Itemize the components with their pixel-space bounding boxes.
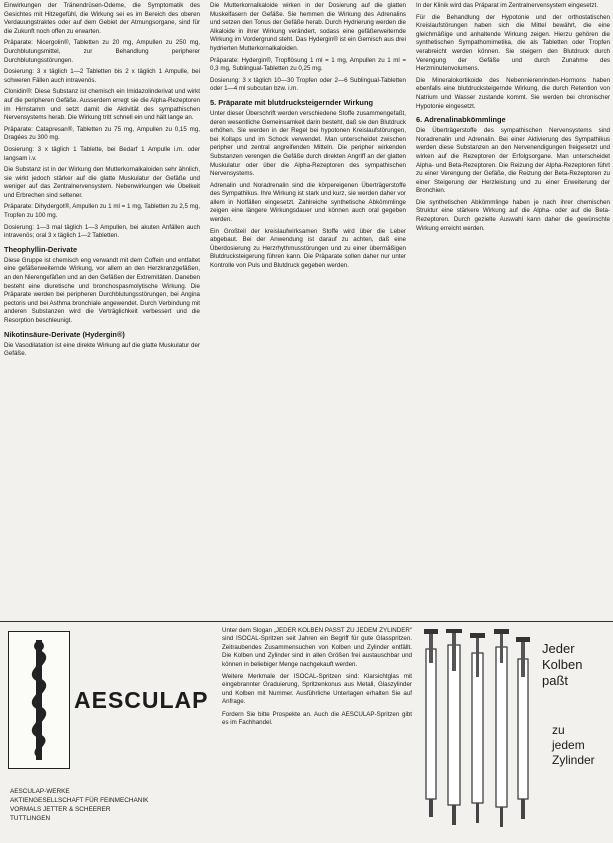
paragraph: Fordern Sie bitte Prospekte an. Auch die AESCULAP-Spritzen gibt es im Fachhandel. [222, 710, 412, 727]
paragraph: Präparate: Dihydergot®, Ampullen zu 1 ml = 1 mg, Tabletten zu 2,5 mg, Tropfen zu 100 mg. [4, 203, 200, 220]
paragraph: Diese Gruppe ist chemisch eng verwandt mit dem Coffein und entfaltet eine gefäßerweiternde Wirkung, vor allem an den Herzkranzgefäßen, an den Nierengefäßen und an den Gefäßen der Extremitäten. Daneben besteht eine diuretische und bronchospasmolytische Wirkung. Die Präparate werden bei peripheren Durchblutungsstörungen, bei Angina pectoris und bei Asthma bronchiale angewendet. Durch Verbindung mit anderen Substanzen wird die Verträglichkeit verbessert und die Resorption beschleunigt. [4, 256, 200, 324]
paragraph: Einwirkungen der Tränendrüsen-Ödeme, die Symptomatik des Gesichtes mit Hitzegefühl, die Wirkung sei es im Bereich des oberen Verdauungstraktes oder auf dem Gebiet der Atmungsorgane, sind für die Zukunft noch offen zu erwarten. [4, 2, 200, 35]
paragraph: In der Klinik wird das Präparat im Zentralnervensystem eingesetzt. [416, 2, 598, 9]
address-line: TUTTLINGEN [10, 815, 51, 822]
article-column-2 [210, 2, 406, 618]
slogan-line: Kolben [542, 657, 583, 672]
paragraph: Die Mineralokortikoide des Nebennierenrinden-Hormons haben ebenfalls eine blutdrucksteigernde Wirkung, die durch Retention von Natrium und Wasser zustande kommt. Sie werden bei chronischer Hypotonie eingesetzt. [416, 76, 610, 110]
syringes-illustration [418, 629, 538, 839]
paragraph: Für die Behandlung der Hypotonie und der orthostatischen Kreislaufstörungen haben sich die Mittel bewährt, die eine gleichmäßige und anhaltende Wirkung zeigen. Hierzu gehören die synthetischen Sympathomimetika, die als Tabletten oder Tropfen verabreicht werden können. Sie steigern den Blutdruck durch Verengung der Gefäße und durch Zunahme des Herzminutenvolumens. [416, 13, 610, 73]
paragraph: Die synthetischen Abkömmlinge haben je nach ihrer chemischen Struktur eine stärkere Wirkung auf die Alpha- oder auf die Beta-Rezeptoren. Durch gezielte Auswahl kann daher die gewünschte Wirkung erreicht werden. [416, 198, 610, 232]
aesculap-ad [4, 627, 212, 841]
syringe-icon [516, 637, 530, 819]
paragraph: Präparate: Catapresan®, Tabletten zu 75 mg, Ampullen zu 0,15 mg, Dragées zu 300 mg. [4, 125, 200, 142]
staff-of-asclepius-icon [9, 632, 69, 768]
slogan-line: jedem [552, 738, 585, 752]
paragraph: Clonidin®: Diese Substanz ist chemisch ein Imidazolinderivat und wirkt auf die peripheren Gefäße. Ausserdem erregt sie die Alpha-Rezeptoren im Hirnstamm und setzt damit die Aktivität des sympathischen Nervensystems herab. Die Wirkung tritt schnell ein und hält lange an. [4, 88, 200, 122]
paragraph: Weitere Merkmale der ISOCAL-Spritzen sind: Klarsichtglas mit eingebrannter Graduierung, Spritzenkonus aus Metall, Glaszylinder und Kolben mit Nummer. Ausführliche Unterlagen erhalten Sie auf Anfrage. [222, 673, 412, 706]
paragraph: Die Mutterkornalkaloide wirken in der Dosierung auf die glatten Muskelfasern der Gefäße. Sie hemmen die Wirkung des Adrenalins und setzen den Tonus der Gefäße herab. Durch Hydrierung werden die Alkaloide in ihrer Wirkung verändert, sodass eine gefäßerweiternde Wirkung im Vordergrund steht. Das Hydergin® ist ein Gemisch aus drei hydrierten Mutterkornalkaloiden. [210, 2, 406, 52]
paragraph: Die Vasodilatation ist eine direkte Wirkung auf die glatte Muskulatur der Gefäße. [4, 341, 200, 358]
paragraph: Dosierung: 1—3 mal täglich 1—3 Ampullen, bei akuten Anfällen auch intravenös; oral 3 x täglich 1—2 Tabletten. [4, 223, 200, 240]
paragraph: Dosierung: 3 x täglich 1—2 Tabletten bis 2 x täglich 1 Ampulle, bei schweren Fällen auch intravenös. [4, 68, 200, 84]
article-column-1 [4, 2, 200, 618]
paragraph: Adrenalin und Noradrenalin sind die körpereigenen Überträgerstoffe des Sympathikus. Ihre Wirkung ist stark und kurz, sie werden daher vor allem in Notfällen eingesetzt. Zahlreiche synthetische Abkömmlinge zeigen eine längere Wirkungsdauer und können auch oral gegeben werden. [210, 181, 406, 224]
syringe-icon [424, 629, 438, 817]
paragraph: Die Überträgerstoffe des sympathischen Nervensystems sind Noradrenalin und Adrenalin. Bei einer Aktivierung des Sympathikus werden diese Substanzen an den Nervenendigungen freigesetzt und wirken auf die Rezeptoren der Erfolgsorgane. Man unterscheidet Alpha- und Beta-Rezeptoren. Die Reizung der Alpha-Rezeptoren führt zu einer Verengung der Gefäße, die Reizung der Beta-Rezeptoren zu einer Steigerung der Herzleistung und zu einer Erweiterung der Bronchien. [416, 127, 610, 195]
slogan-top [542, 641, 582, 689]
slogan-line: Jeder [542, 641, 575, 656]
paragraph: Präparate: Nicergolin®, Tabletten zu 20 mg, Ampullen zu 250 mg, Durchblutungsmittel, zur Behandlung peripherer Durchblutungsstörungen. [4, 39, 200, 64]
paragraph: Präparate: Hydergin®, Tropflösung 1 ml = 1 mg, Ampullen zu 1 ml = 0,3 mg, Sublingual-Tabletten zu 0,25 mg. [210, 56, 406, 73]
section-heading: Nikotinsäure-Derivate (Hydergin®) [4, 329, 125, 339]
company-address [10, 787, 148, 823]
article-column-3 [416, 2, 610, 618]
paragraph: Unter dem Slogan „JEDER KOLBEN PASST ZU JEDEM ZYLINDER" sind ISOCAL-Spritzen seit Jahren ein Begriff für gute Glasspritzen. Zeitraubendes Zusammensuchen von Kolben und Zylinder entfällt. Die Kolben und Zylinder sind in allen Größen frei austauschbar und können in beliebiger Menge nachgekauft werden. [222, 627, 412, 668]
syringe-icon [446, 629, 462, 825]
paragraph: Ein Großteil der kreislaufwirksamen Stoffe wird über die Leber abgebaut. Bei der Anwendung ist darauf zu achten, daß eine Überdosierung zu Herzrhythmusstörungen und zu einer übermäßigen Blutdrucksteigerung führen kann. Die Präparate sollen daher nur unter Kontrolle von Puls und Blutdruck gegeben werden. [210, 227, 406, 270]
slogan-line: Zylinder [552, 753, 595, 767]
section-heading: Theophyllin-Derivate [4, 244, 78, 254]
brand-name: AESCULAP [74, 687, 209, 713]
slogan-line: paßt [542, 673, 569, 688]
paragraph: Die Substanz ist in der Wirkung den Mutterkornalkaloiden sehr ähnlich, sie wirkt jedoch stärker auf die glatte Muskulatur der Gefäße und weniger auf das Zentralnervensystem. Nebenwirkungen wie Übelkeit und Erbrechen sind seltener. [4, 166, 200, 199]
syringe-ad-text [222, 627, 412, 841]
aesculap-logo [8, 631, 70, 769]
paragraph: Unter dieser Überschrift werden verschiedene Stoffe zusammengefaßt, deren wesentliche Gemeinsamkeit darin besteht, daß sie den Blutdruck erhöhen. Sie werden in der Regel bei hypotonen Kreislaufstörungen, bei Kollaps und im Schock verwendet. Man unterscheidet zwischen peripher und zentral angreifenden Mitteln. Die peripher wirkenden Substanzen verengen die Gefäße durch direkten Angriff an der glatten Muskulatur oder über die Alpha-Rezeptoren des sympathischen Nervensystems. [210, 109, 406, 178]
slogan-line: zu [552, 723, 565, 737]
address-line: AKTIENGESELLSCHAFT FÜR FEINMECHANIK [10, 797, 149, 804]
address-line: AESCULAP-WERKE [10, 788, 70, 795]
syringe-ad-visual [418, 627, 610, 841]
section-heading: 5. Präparate mit blutdrucksteigernder Wirkung [210, 97, 373, 107]
paragraph: Dosierung: 3 x täglich 10—30 Tropfen oder 2—6 Sublingual-Tabletten oder 1—4 ml subcutan bzw. i.m. [210, 76, 406, 93]
paragraph: Dosierung: 3 x täglich 1 Tablette, bei Bedarf 1 Ampulle i.m. oder langsam i.v. [4, 145, 200, 162]
address-line: VORMALS JETTER & SCHEERER [10, 806, 111, 813]
ad-divider [0, 621, 613, 622]
syringe-icon [494, 629, 509, 827]
section-heading: 6. Adrenalinabkömmlinge [416, 115, 506, 125]
slogan-bottom [552, 723, 595, 768]
syringe-icon [470, 633, 485, 823]
